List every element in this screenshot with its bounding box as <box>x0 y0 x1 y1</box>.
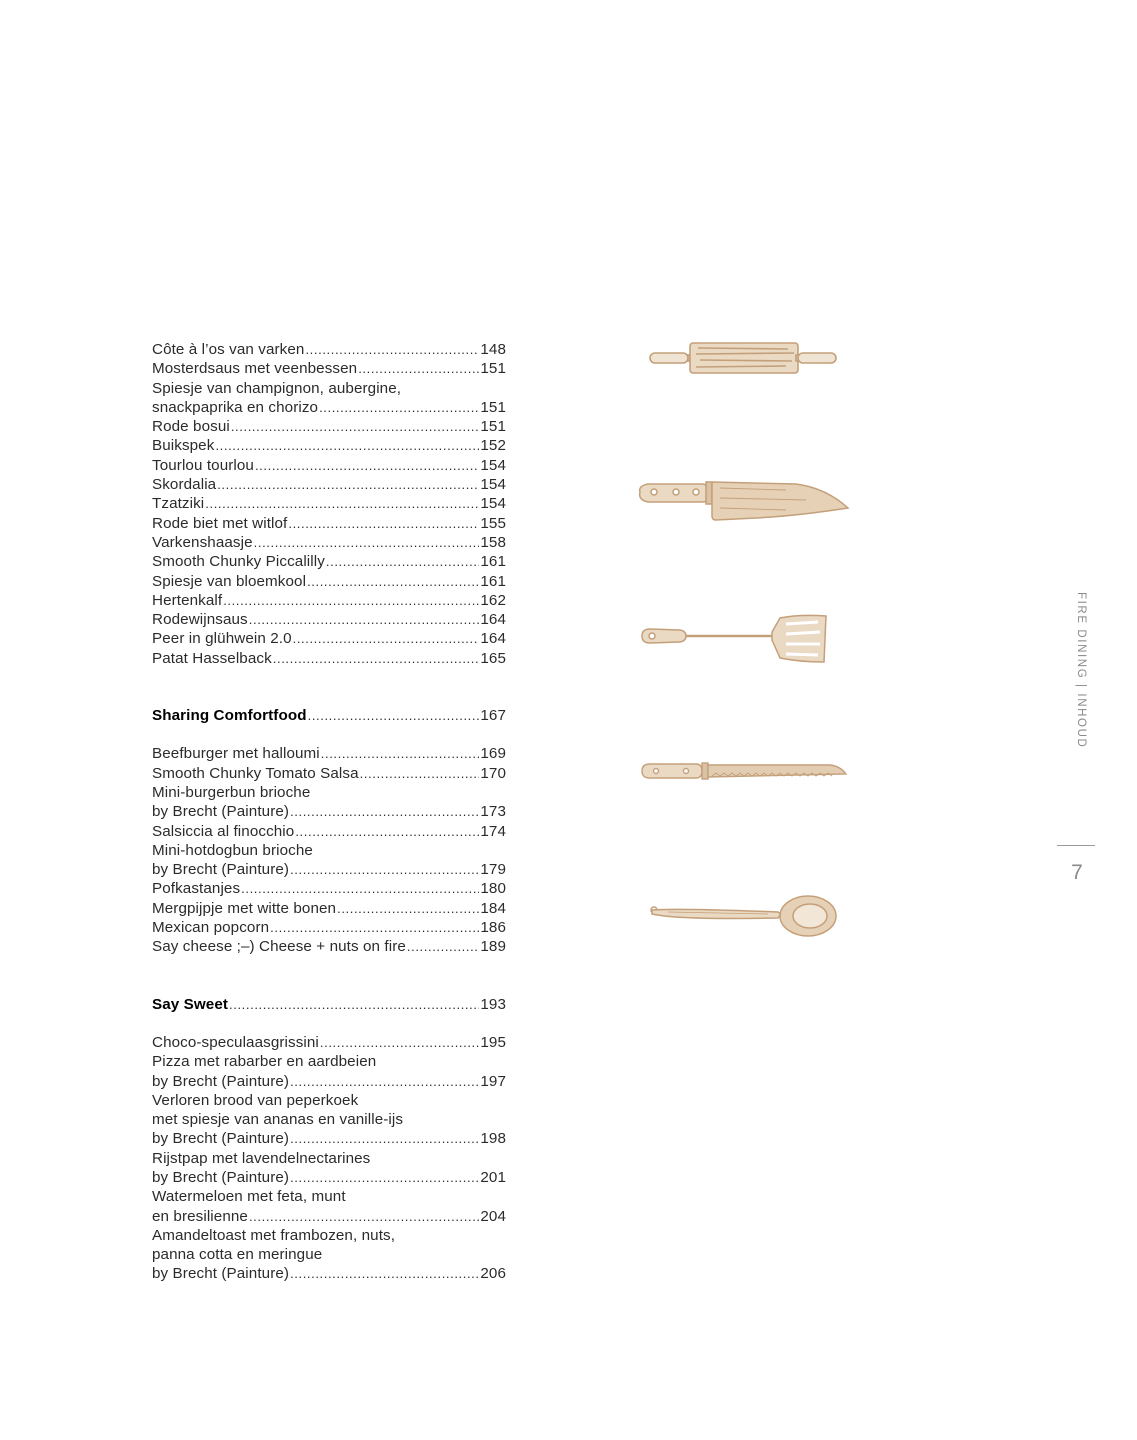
dot-leader <box>290 1264 479 1283</box>
entry-page: 151 <box>480 398 506 416</box>
toc-entry[interactable] <box>152 1168 506 1187</box>
table-of-contents <box>152 340 506 1284</box>
entry-title: by Brecht (Painture) <box>152 803 290 821</box>
entry-page: 173 <box>480 803 506 821</box>
toc-entry-line[interactable]: Mini-hotdogbun brioche <box>152 841 313 859</box>
toc-entry[interactable] <box>152 802 506 821</box>
toc-entry[interactable] <box>152 744 506 763</box>
toc-entry[interactable] <box>152 359 506 378</box>
running-header: FIRE DINING | INHOUD <box>1075 592 1087 749</box>
toc-group-sharing-comfortfood <box>152 744 506 956</box>
chef-knife-icon <box>636 478 850 526</box>
entry-page: 189 <box>480 938 506 956</box>
toc-entry[interactable] <box>152 572 506 591</box>
dot-leader <box>270 918 479 937</box>
dot-leader <box>290 1129 479 1148</box>
entry-title: Mosterdsaus met veenbessen <box>152 360 358 378</box>
toc-group-grill <box>152 340 506 668</box>
entry-title: snackpaprika en chorizo <box>152 398 319 416</box>
toc-entry[interactable] <box>152 456 506 475</box>
toc-entry-line[interactable]: Verloren brood van peperkoek <box>152 1091 359 1109</box>
entry-title: Buikspek <box>152 437 215 455</box>
entry-page: 179 <box>480 861 506 879</box>
dot-leader <box>231 417 480 436</box>
entry-title: Hertenkalf <box>152 591 223 609</box>
entry-page: 164 <box>480 611 506 629</box>
entry-title: Smooth Chunky Tomato Salsa <box>152 764 359 782</box>
toc-entry[interactable] <box>152 494 506 513</box>
entry-title: Smooth Chunky Piccalilly <box>152 553 325 571</box>
toc-entry-line[interactable]: Pizza met rabarber en aardbeien <box>152 1053 377 1071</box>
entry-page: 151 <box>480 360 506 378</box>
toc-entry[interactable] <box>152 649 506 668</box>
toc-entry-line[interactable]: Watermeloen met feta, munt <box>152 1188 346 1206</box>
toc-entry[interactable] <box>152 879 506 898</box>
entry-title: Mexican popcorn <box>152 919 270 937</box>
dot-leader <box>249 610 480 629</box>
entry-page: 154 <box>480 476 506 494</box>
entry-page: 184 <box>480 899 506 917</box>
dot-leader <box>229 995 479 1014</box>
entry-page: 186 <box>480 919 506 937</box>
entry-title: en bresilienne <box>152 1207 248 1225</box>
slotted-spatula-icon <box>640 612 830 668</box>
toc-entry[interactable] <box>152 533 506 552</box>
page-number: 7 <box>1071 861 1083 884</box>
entry-title: by Brecht (Painture) <box>152 1072 290 1090</box>
toc-entry-line[interactable]: Mini-burgerbun brioche <box>152 783 311 801</box>
toc-entry[interactable] <box>152 417 506 436</box>
entry-page: 152 <box>480 437 506 455</box>
entry-page: 148 <box>480 341 506 358</box>
entry-page: 170 <box>480 764 506 782</box>
dot-leader <box>288 514 479 533</box>
entry-page: 198 <box>480 1130 506 1148</box>
dot-leader <box>320 1033 479 1052</box>
entry-page: 154 <box>480 495 506 513</box>
entry-title: Patat Hasselback <box>152 649 272 667</box>
section-title: Sharing Comfortfood <box>152 707 307 725</box>
section-page: 193 <box>480 995 506 1013</box>
entry-title: Mergpijpje met witte bonen <box>152 899 337 917</box>
toc-group-say-sweet <box>152 1033 506 1284</box>
entry-page: 154 <box>480 456 506 474</box>
toc-entry[interactable] <box>152 591 506 610</box>
entry-title: Salsiccia al finocchio <box>152 822 295 840</box>
toc-entry[interactable] <box>152 436 506 455</box>
entry-page: 206 <box>480 1265 506 1283</box>
entry-page: 161 <box>480 572 506 590</box>
toc-entry[interactable] <box>152 822 506 841</box>
entry-page: 161 <box>480 553 506 571</box>
entry-title: Say cheese ;–) Cheese + nuts on fire <box>152 938 406 956</box>
toc-entry[interactable] <box>152 860 506 879</box>
entry-page: 158 <box>480 533 506 551</box>
toc-entry[interactable] <box>152 918 506 937</box>
toc-entry[interactable] <box>152 475 506 494</box>
entry-title: Rodewijnsaus <box>152 611 248 629</box>
toc-entry[interactable] <box>152 937 506 956</box>
dot-leader <box>295 822 479 841</box>
entry-title: Rode bosui <box>152 418 230 436</box>
entry-page: 174 <box>480 822 506 840</box>
entry-page: 165 <box>480 649 506 667</box>
dot-leader <box>217 475 479 494</box>
entry-page: 197 <box>480 1072 506 1090</box>
dot-leader <box>290 860 479 879</box>
entry-title: Choco-speculaasgrissini <box>152 1033 319 1051</box>
entry-page: 195 <box>480 1033 506 1051</box>
dot-leader <box>319 398 479 417</box>
toc-entry[interactable] <box>152 398 506 417</box>
entry-title: Pofkastanjes <box>152 880 241 898</box>
toc-entry[interactable] <box>152 1207 506 1226</box>
entry-page: 162 <box>480 591 506 609</box>
dot-leader <box>205 494 479 513</box>
dot-leader <box>290 1072 479 1091</box>
wooden-spoon-icon <box>648 890 838 946</box>
entry-title: Côte à l’os van varken <box>152 341 305 358</box>
bread-knife-icon <box>640 758 848 784</box>
dot-leader <box>308 706 480 725</box>
entry-title: Peer in glühwein 2.0 <box>152 630 292 648</box>
dot-leader <box>249 1207 479 1226</box>
toc-entry-line[interactable]: met spiesje van ananas en vanille-ijs <box>152 1111 404 1129</box>
entry-page: 201 <box>480 1168 506 1186</box>
entry-title: by Brecht (Painture) <box>152 1130 290 1148</box>
dot-leader <box>360 764 480 783</box>
toc-entry[interactable] <box>152 552 506 571</box>
dot-leader <box>337 899 479 918</box>
section-page: 167 <box>480 707 506 725</box>
toc-section-say-sweet[interactable] <box>152 995 506 1014</box>
entry-title: Tzatziki <box>152 495 205 513</box>
entry-title: Tourlou tourlou <box>152 456 254 474</box>
section-title: Say Sweet <box>152 995 229 1013</box>
rolling-pin-icon <box>648 340 838 376</box>
entry-title: by Brecht (Painture) <box>152 1265 290 1283</box>
toc-entry[interactable] <box>152 1264 506 1283</box>
dot-leader <box>255 456 479 475</box>
dot-leader <box>293 629 480 648</box>
dot-leader <box>307 572 479 591</box>
toc-entry[interactable] <box>152 610 506 629</box>
dot-leader <box>326 552 479 571</box>
toc-entry[interactable] <box>152 340 506 359</box>
entry-page: 204 <box>480 1207 506 1225</box>
entry-title: by Brecht (Painture) <box>152 861 290 879</box>
dot-leader <box>407 937 479 956</box>
toc-entry[interactable] <box>152 1033 506 1052</box>
entry-title: Rode biet met witlof <box>152 514 288 532</box>
entry-page: 169 <box>480 745 506 763</box>
toc-entry[interactable] <box>152 899 506 918</box>
entry-title: Spiesje van bloemkool <box>152 572 307 590</box>
toc-entry-line[interactable]: Amandeltoast met frambozen, nuts, <box>152 1226 396 1244</box>
toc-entry[interactable] <box>152 1129 506 1148</box>
toc-entry-line[interactable]: Rijstpap met lavendelnectarines <box>152 1149 371 1167</box>
toc-entry[interactable] <box>152 1072 506 1091</box>
toc-entry[interactable] <box>152 629 506 648</box>
dot-leader <box>223 591 479 610</box>
entry-title: Skordalia <box>152 476 217 494</box>
page-number-rule <box>1057 845 1095 846</box>
entry-title: by Brecht (Painture) <box>152 1168 290 1186</box>
entry-page: 164 <box>480 630 506 648</box>
entry-title: Varkenshaasje <box>152 533 253 551</box>
dot-leader <box>273 649 480 668</box>
toc-entry[interactable] <box>152 514 506 533</box>
entry-page: 155 <box>480 514 506 532</box>
toc-entry-line[interactable]: Spiesje van champignon, aubergine, <box>152 379 402 397</box>
dot-leader <box>290 802 479 821</box>
toc-entry[interactable] <box>152 764 506 783</box>
dot-leader <box>305 340 479 359</box>
entry-page: 180 <box>480 880 506 898</box>
dot-leader <box>358 359 479 378</box>
dot-leader <box>215 436 479 455</box>
dot-leader <box>254 533 480 552</box>
entry-title: Beefburger met halloumi <box>152 745 320 763</box>
toc-section-sharing-comfortfood[interactable] <box>152 706 506 725</box>
dot-leader <box>290 1168 479 1187</box>
entry-page: 151 <box>480 418 506 436</box>
dot-leader <box>241 879 479 898</box>
dot-leader <box>321 744 480 763</box>
toc-entry-line[interactable]: panna cotta en meringue <box>152 1246 323 1264</box>
